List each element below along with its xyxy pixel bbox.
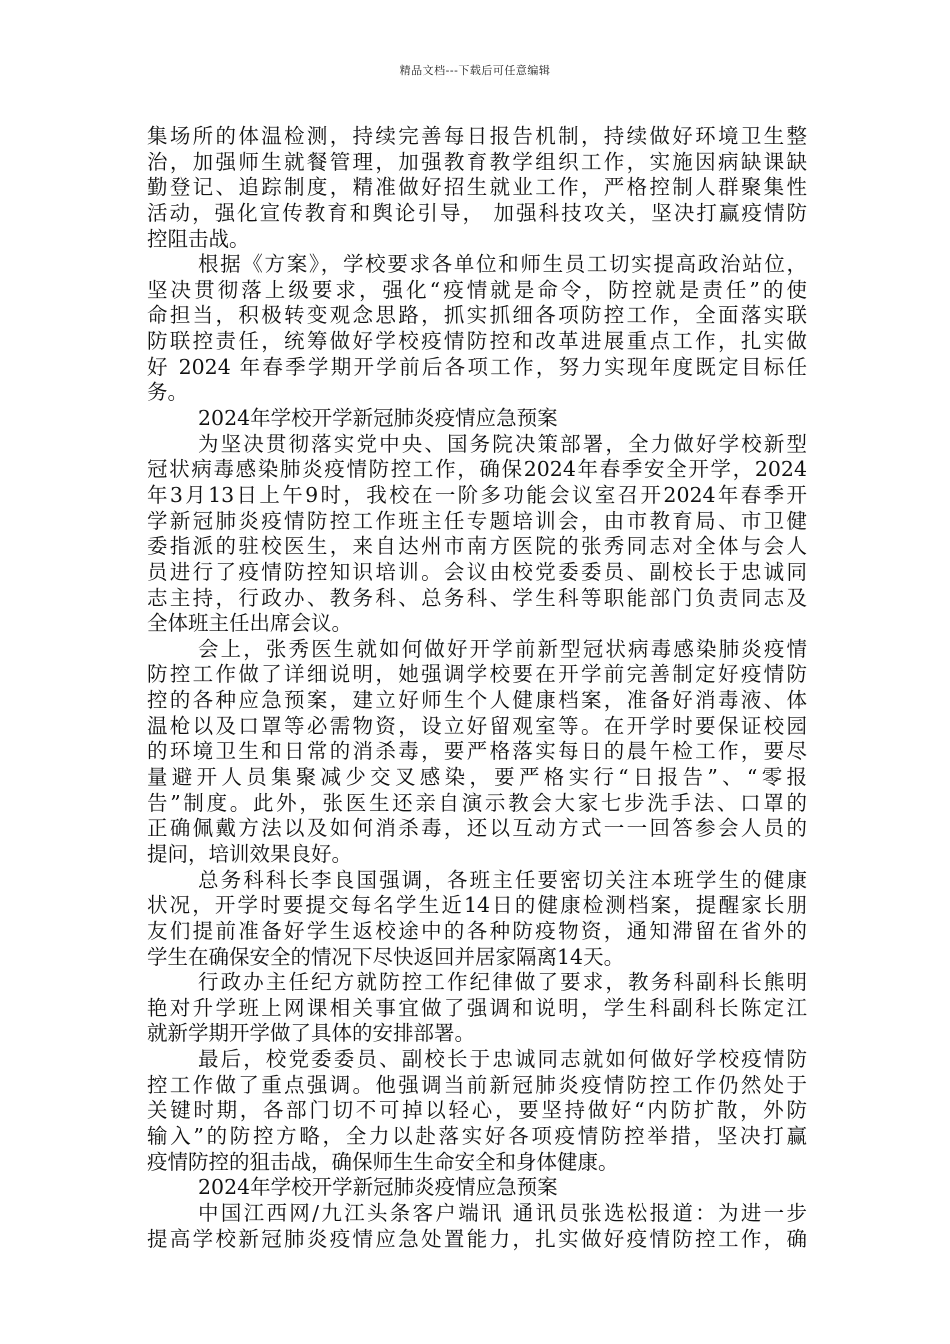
text-line: 学生在确保安全的情况下尽快返回并居家隔离14天。	[147, 944, 625, 969]
text-line: 行政办主任纪方就防控工作纪律做了要求，教务科副科长熊明	[198, 970, 807, 995]
text-line: 控工作做了重点强调。他强调当前新冠肺炎疫情防控工作仍然处于	[147, 1072, 807, 1097]
text-line: 年3月13日上午9时，我校在一阶多功能会议室召开2024年春季开	[147, 482, 807, 507]
text-line: 根据《方案》，学校要求各单位和师生员工切实提高政治站位，	[198, 252, 807, 277]
text-line: 艳对升学班上网课相关事宜做了强调和说明，学生科副科长陈定江	[147, 995, 807, 1020]
text-line: 提问，培训效果良好。	[147, 841, 352, 866]
text-line: 就新学期开学做了具体的安排部署。	[147, 1021, 475, 1046]
text-line: 最后，校党委委员、副校长于忠诚同志就如何做好学校疫情防	[198, 1047, 807, 1072]
text-line: 坚决贯彻落上级要求，强化“疫情就是命令，防控就是责任”的使	[147, 277, 807, 302]
text-line: 告”制度。此外，张医生还亲自演示教会大家七步洗手法、口罩的	[147, 790, 807, 815]
text-line: 的环境卫生和日常的消杀毒，要严格落实每日的晨午检工作，要尽	[147, 739, 807, 764]
text-line: 志主持，行政办、教务科、总务科、学生科等职能部门负责同志及	[147, 585, 807, 610]
text-line: 输入”的防控方略，全力以赴落实好各项疫情防控举措，坚决打赢	[147, 1123, 807, 1148]
text-line: 量避开人员集聚减少交叉感染，要严格实行“日报告”、“零报	[147, 765, 807, 790]
text-line: 提高学校新冠肺炎疫情应急处置能力，扎实做好疫情防控工作，确	[147, 1226, 807, 1251]
document-body	[147, 124, 807, 1252]
text-line: 控的各种应急预案，建立好师生个人健康档案，准备好消毒液、体	[147, 688, 807, 713]
page-header: 精品文档---下载后可任意编辑	[399, 64, 551, 77]
text-line: 友们提前准备好学生返校途中的各种防疫物资，通知滞留在省外的	[147, 918, 807, 943]
text-line: 全体班主任出席会议。	[147, 611, 352, 636]
text-line: 员进行了疫情防控知识培训。会议由校党委委员、副校长于忠诚同	[147, 559, 807, 584]
text-line: 状况，开学时要提交每名学生近14日的健康检测档案，提醒家长朋	[147, 893, 807, 918]
text-line: 务。	[147, 380, 188, 405]
text-line: 正确佩戴方法以及如何消杀毒，还以互动方式一一回答参会人员的	[147, 816, 807, 841]
text-line: 活动，强化宣传教育和舆论引导， 加强科技攻关，坚决打赢疫情防	[147, 200, 807, 225]
text-line: 关键时期，各部门切不可掉以轻心，要坚持做好“内防扩散，外防	[147, 1098, 807, 1123]
text-line: 防控工作做了详细说明，她强调学校要在开学前完善制定好疫情防	[147, 662, 807, 687]
text-line: 集场所的体温检测，持续完善每日报告机制，持续做好环境卫生整	[147, 124, 807, 148]
text-line: 委指派的驻校医生，来自达州市南方医院的张秀同志对全体与会人	[147, 534, 807, 559]
text-line: 冠状病毒感染肺炎疫情防控工作，确保2024年春季安全开学，2024	[147, 457, 807, 482]
text-line: 防联控责任，统筹做好学校疫情防控和改革进展重点工作，扎实做	[147, 329, 807, 354]
text-line: 学新冠肺炎疫情防控工作班主任专题培训会，由市教育局、市卫健	[147, 508, 807, 533]
text-line: 会上，张秀医生就如何做好开学前新型冠状病毒感染肺炎疫情	[198, 636, 807, 661]
text-line: 2024年学校开学新冠肺炎疫情应急预案	[198, 1175, 558, 1200]
text-line: 为坚决贯彻落实党中央、国务院决策部署，全力做好学校新型	[198, 431, 807, 456]
text-line: 命担当，积极转变观念思路，抓实抓细各项防控工作，全面落实联	[147, 303, 807, 328]
text-line: 勤登记、追踪制度，精准做好招生就业工作，严格控制人群聚集性	[147, 175, 807, 200]
text-line: 中国江西网/九江头条客户端讯 通讯员张选松报道：为进一步	[198, 1200, 807, 1225]
text-line: 控阻击战。	[147, 226, 250, 251]
text-line: 2024年学校开学新冠肺炎疫情应急预案	[198, 406, 558, 431]
text-line: 总务科科长李良国强调，各班主任要密切关注本班学生的健康	[198, 867, 807, 892]
text-line: 好 2024 年春季学期开学前后各项工作，努力实现年度既定目标任	[147, 354, 807, 379]
text-line: 治，加强师生就餐管理，加强教育教学组织工作，实施因病缺课缺	[147, 149, 807, 174]
text-line: 温枪以及口罩等必需物资，设立好留观室等。在开学时要保证校园	[147, 713, 807, 738]
text-line: 疫情防控的狙击战，确保师生生命安全和身体健康。	[147, 1149, 619, 1174]
